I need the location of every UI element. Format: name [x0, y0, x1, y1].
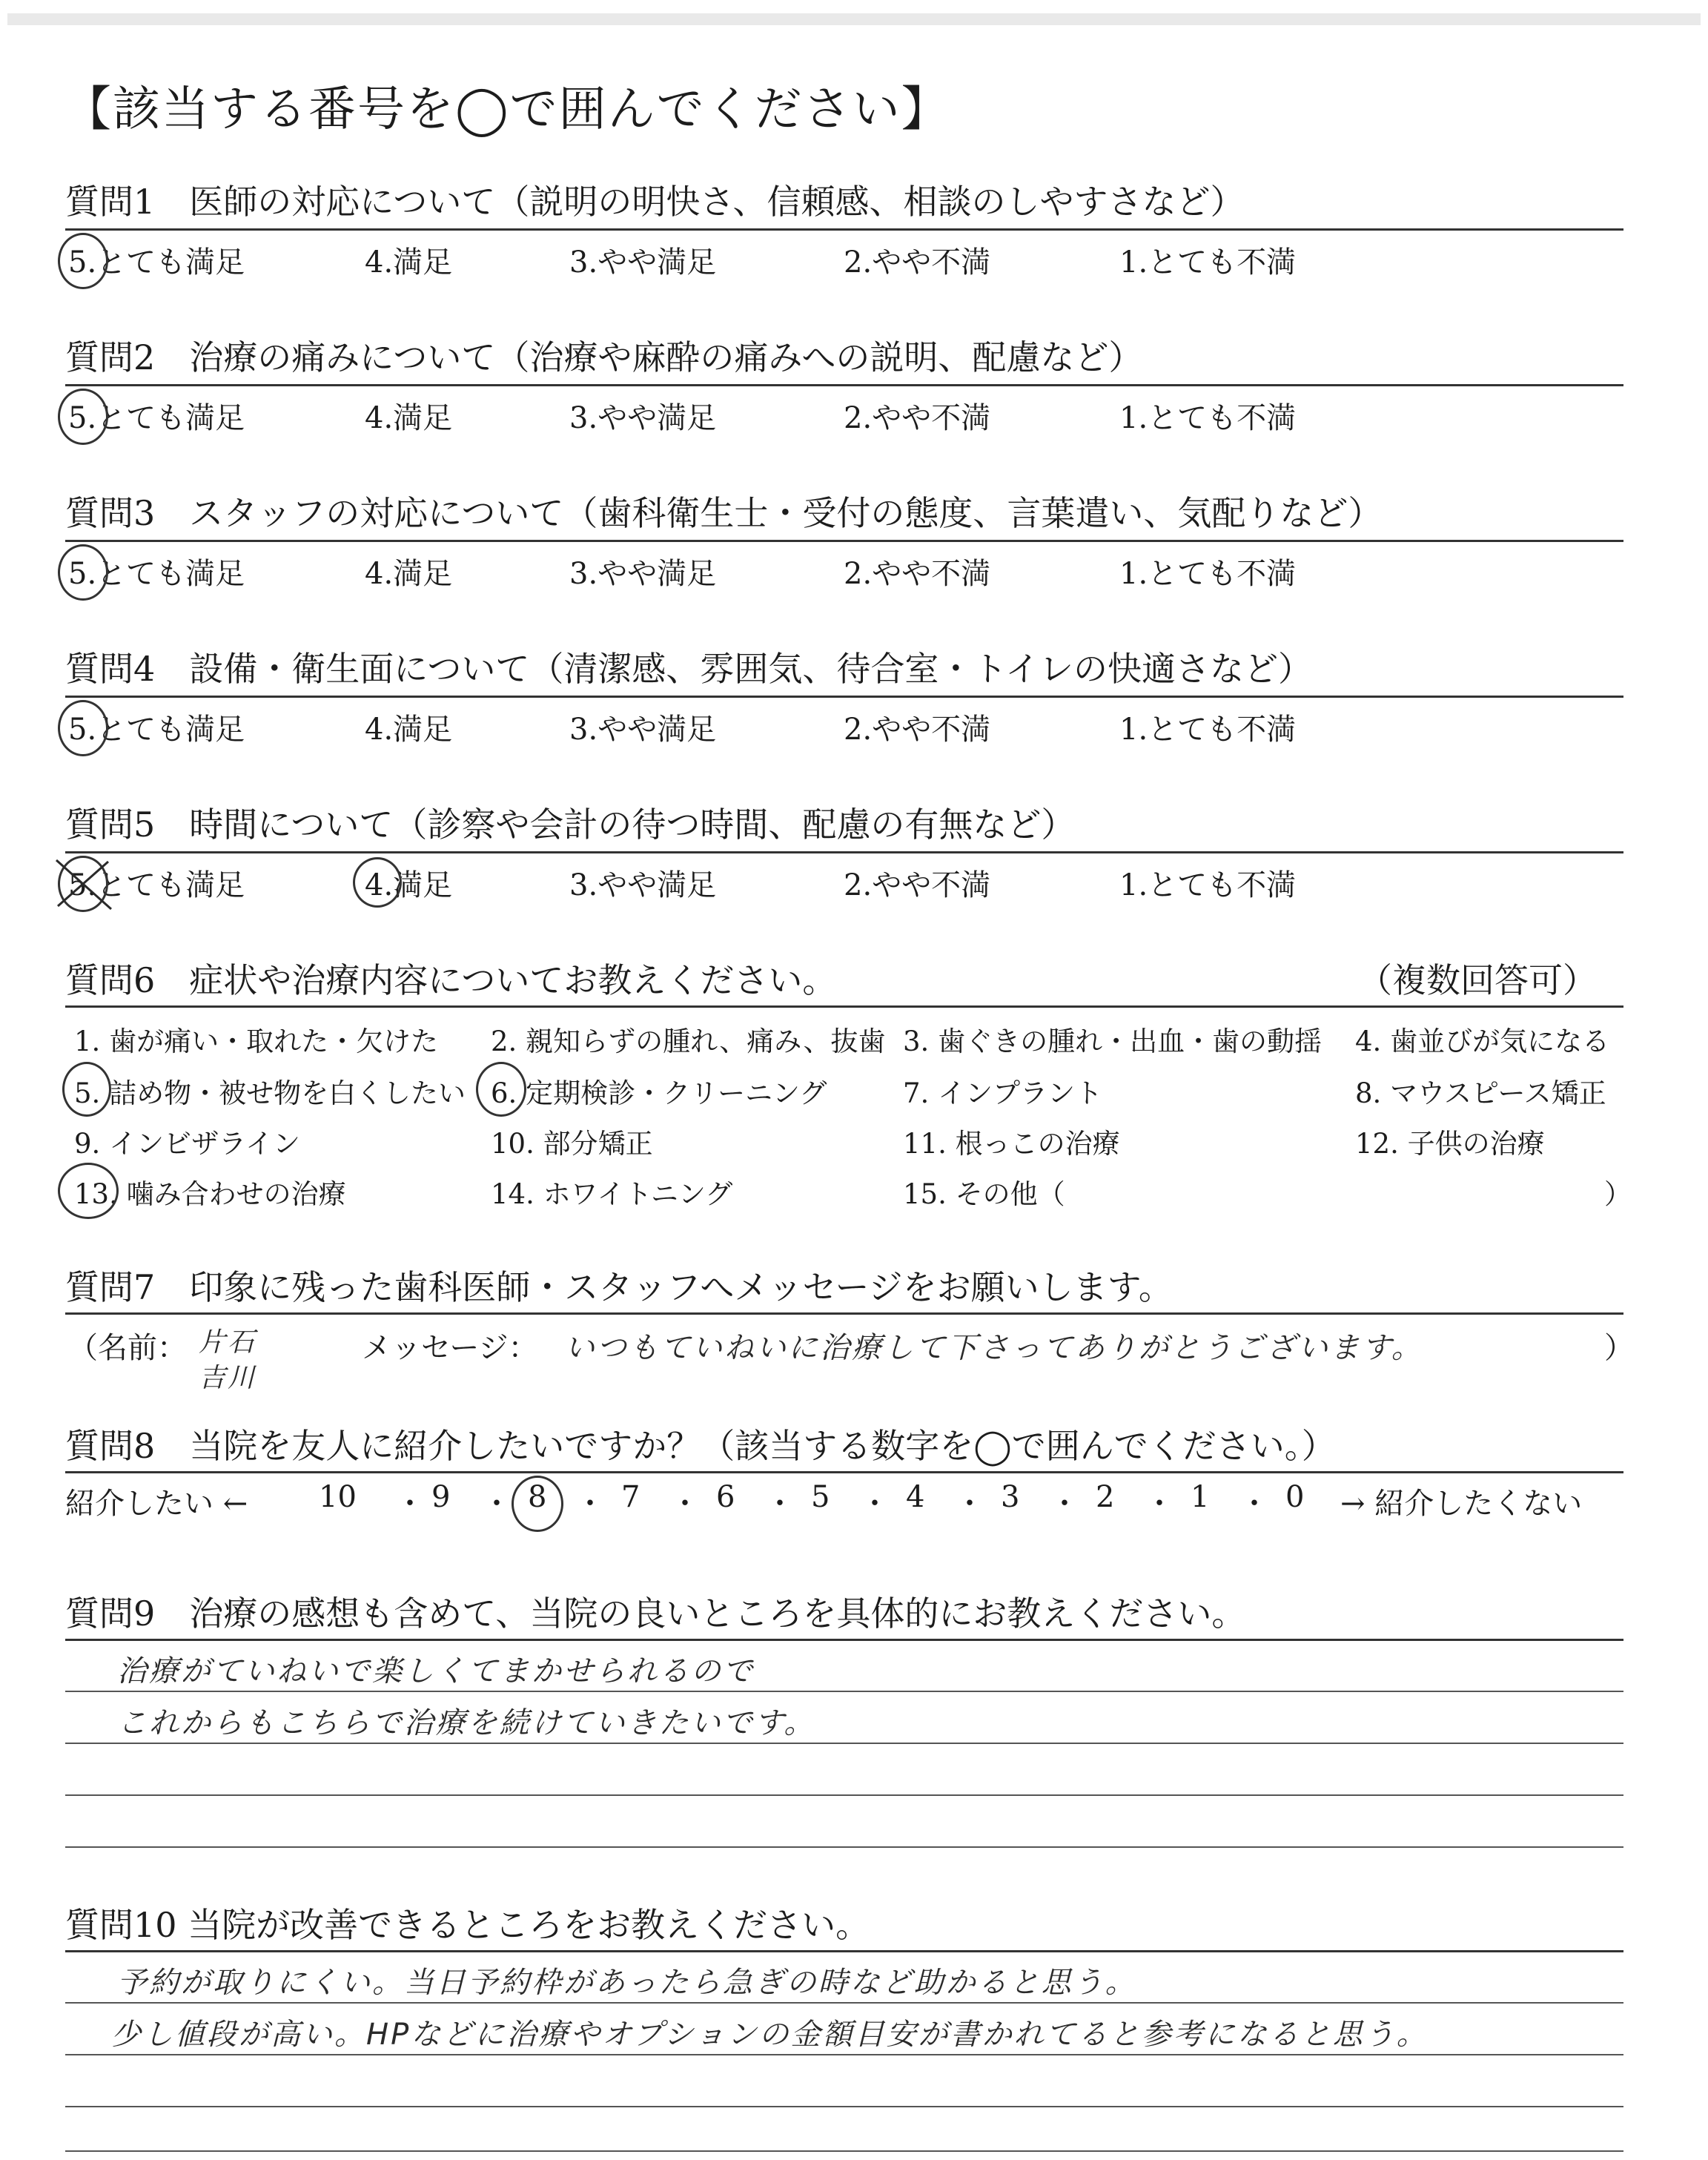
q6-option-3[interactable]: 3. 歯ぐきの腫れ・出血・歯の動揺: [903, 1025, 1323, 1057]
q9-answer-line-1: 治療がていねいで楽しくてまかせられるので: [117, 1654, 755, 1688]
q10-answer-line-2: 少し値段が高い。HPなどに治療やオプションの金額目安が書かれてると参考になると思う。: [111, 2018, 1429, 2052]
q6-option-1[interactable]: 1. 歯が痛い・取れた・欠けた: [74, 1025, 439, 1057]
q8-scale-6[interactable]: 6: [716, 1480, 735, 1514]
q8-left-label: 紹介したい ←: [65, 1487, 248, 1521]
q8-selection-circle: [512, 1476, 563, 1532]
q7-message: いつもていねいに治療して下さってありがとうございます。: [565, 1331, 1423, 1365]
q2-option-5[interactable]: 5.とても満足: [68, 401, 245, 435]
q10-answer-line-1: 予約が取りにくい。当日予約枠があったら急ぎの時など助かると思う。: [117, 1966, 1137, 2000]
q4-option-4[interactable]: 4.満足: [365, 713, 453, 747]
q3-option-1[interactable]: 1.とても不満: [1119, 557, 1297, 591]
question-6-title: 質問6 症状や治療内容についてお教えください。: [65, 960, 837, 1000]
q8-scale-9[interactable]: 9: [431, 1480, 451, 1514]
q6-option-7[interactable]: 7. インプラント: [903, 1077, 1103, 1109]
q8-scale-10[interactable]: 10: [319, 1480, 357, 1514]
q5-crossed-circle: [58, 856, 108, 912]
q7-name-label: （名前：: [68, 1331, 187, 1365]
q8-scale-7[interactable]: 7: [621, 1480, 640, 1514]
question-5-title: 質問5 時間について（診察や会計の待つ時間、配慮の有無など）: [65, 805, 1076, 845]
q6-selection-circle-6: [476, 1062, 526, 1117]
q9-line-2: [65, 1743, 1623, 1744]
question-10-title: 質問10 当院が改善できるところをお教えください。: [65, 1905, 870, 1945]
q6-option-11[interactable]: 11. 根っこの治療: [903, 1128, 1120, 1160]
q1-option-2[interactable]: 2.やや不満: [844, 245, 991, 280]
q7-message-label: メッセージ：: [362, 1331, 538, 1365]
q6-option-6[interactable]: 6. 定期検診・クリーニング: [491, 1077, 827, 1109]
q6-option-15[interactable]: 15. その他（: [903, 1178, 1065, 1210]
q6-option-8[interactable]: 8. マウスピース矯正: [1355, 1077, 1606, 1109]
q6-option-4[interactable]: 4. 歯並びが気になる: [1355, 1025, 1610, 1057]
q5-option-2[interactable]: 2.やや不満: [844, 868, 991, 902]
q4-option-1[interactable]: 1.とても不満: [1119, 713, 1297, 747]
q6-selection-circle-5: [62, 1062, 111, 1117]
q2-option-3[interactable]: 3.やや満足: [569, 401, 717, 435]
q1-option-4[interactable]: 4.満足: [365, 245, 453, 280]
q6-option-10[interactable]: 10. 部分矯正: [491, 1128, 653, 1160]
q10-line-1: [65, 2002, 1623, 2004]
q8-scale-0[interactable]: 0: [1285, 1480, 1305, 1514]
q9-line-1: [65, 1691, 1623, 1692]
question-7-rule: [65, 1312, 1623, 1315]
q6-option-14[interactable]: 14. ホワイトニング: [491, 1178, 733, 1210]
q3-option-3[interactable]: 3.やや満足: [569, 557, 717, 591]
q5-option-3[interactable]: 3.やや満足: [569, 868, 717, 902]
q10-line-3: [65, 2106, 1623, 2107]
q3-option-5[interactable]: 5.とても満足: [68, 557, 245, 591]
q5-option-4[interactable]: 4.満足: [365, 868, 453, 902]
q6-option-2[interactable]: 2. 親知らずの腫れ、痛み、抜歯: [491, 1025, 886, 1057]
q4-option-3[interactable]: 3.やや満足: [569, 713, 717, 747]
q6-option-9[interactable]: 9. インビザライン: [74, 1128, 300, 1160]
q8-scale-2[interactable]: 2: [1096, 1480, 1115, 1514]
question-4-title: 質問4 設備・衛生面について（清潔感、雰囲気、待合室・トイレの快適さなど）: [65, 649, 1313, 689]
question-2-title: 質問2 治療の痛みについて（治療や麻酔の痛みへの説明、配慮など）: [65, 337, 1143, 377]
q9-line-3: [65, 1794, 1623, 1796]
q4-selection-circle: [58, 700, 108, 756]
q9-answer-line-2: これからもこちらで治療を続けていきたいです。: [117, 1706, 816, 1740]
q3-option-4[interactable]: 4.満足: [365, 557, 453, 591]
q3-option-2[interactable]: 2.やや不満: [844, 557, 991, 591]
q1-option-1[interactable]: 1.とても不満: [1119, 245, 1297, 280]
question-7-title: 質問7 印象に残った歯科医師・スタッフへメッセージをお願いします。: [65, 1267, 1173, 1307]
q8-scale-4[interactable]: 4: [906, 1480, 925, 1514]
q3-selection-circle: [58, 544, 108, 601]
q2-option-4[interactable]: 4.満足: [365, 401, 453, 435]
q7-close: ）: [1604, 1331, 1634, 1365]
q8-scale-1[interactable]: 1: [1191, 1480, 1210, 1514]
q5-selection-circle: [353, 857, 402, 908]
q1-selection-circle: [58, 233, 108, 289]
question-1-rule: [65, 228, 1623, 231]
question-8-title: 質問8 当院を友人に紹介したいですか？（該当する数字を◯で囲んでください。）: [65, 1426, 1336, 1466]
question-6-note: （複数回答可）: [1358, 960, 1597, 1000]
q7-name-1: 片石: [199, 1327, 257, 1358]
question-9-title: 質問9 治療の感想も含めて、当院の良いところを具体的にお教えください。: [65, 1593, 1246, 1634]
q9-line-4: [65, 1846, 1623, 1848]
question-8-rule: [65, 1471, 1623, 1473]
q10-line-4: [65, 2150, 1623, 2152]
q4-option-5[interactable]: 5.とても満足: [68, 713, 245, 747]
page-header: 【該当する番号を◯で囲んでください】: [64, 82, 950, 137]
question-9-rule: [65, 1639, 1623, 1641]
q5-option-1[interactable]: 1.とても不満: [1119, 868, 1297, 902]
q4-option-2[interactable]: 2.やや不満: [844, 713, 991, 747]
q6-option-5[interactable]: 5. 詰め物・被せ物を白くしたい: [74, 1077, 466, 1109]
q2-selection-circle: [58, 389, 108, 445]
question-5-rule: [65, 851, 1623, 853]
q1-option-3[interactable]: 3.やや満足: [569, 245, 717, 280]
q8-right-label: → 紹介したくない: [1340, 1487, 1583, 1521]
question-4-rule: [65, 696, 1623, 698]
question-10-rule: [65, 1950, 1623, 1952]
q8-scale-8[interactable]: 8: [528, 1480, 547, 1514]
q6-option-12[interactable]: 12. 子供の治療: [1355, 1128, 1545, 1160]
q1-option-5[interactable]: 5.とても満足: [68, 245, 245, 280]
q8-scale-3[interactable]: 3: [1001, 1480, 1020, 1514]
q5-option-5[interactable]: 5.とても満足: [68, 868, 245, 902]
q2-option-2[interactable]: 2.やや不満: [844, 401, 991, 435]
q8-scale-5[interactable]: 5: [811, 1480, 830, 1514]
question-6-rule: [65, 1005, 1623, 1008]
q6-option-13[interactable]: 13. 噛み合わせの治療: [74, 1178, 346, 1210]
question-3-title: 質問3 スタッフの対応について（歯科衛生士・受付の態度、言葉遣い、気配りなど）: [65, 493, 1383, 533]
survey-page: 【該当する番号を◯で囲んでください】 質問1 医師の対応について（説明の明快さ、信頼感、相談のしやすさなど） 5.とても満足 4.満足 3.やや満足 2.やや不満 1.とても不満 質問2 治療の痛みについて（治療や麻酔の痛みへの説明、配慮など） 5.とても満足 4.満足 3.やや満足 2.やや不満 1.とても不満 質問3 スタッフの対応について（歯科衛生士・受付の態度、言葉遣い、気配りなど） 5.とても満足 4.満足 3.やや満足 2.やや不満 1.とても不満 質問4 設備・衛生面について（清潔感、雰囲気、待合室・トイレの快適さなど） 5.とても満足 4.満足 3.やや満足 2.やや不満 1.とても不満 質問5 時間について（診察や会計の待つ時間、配慮の有無など） 5.とても満足 4.満足 3.やや満足 2.やや不満 1.とても不満 質問6 症状や治療内容についてお教えください。 （複数回答可） 1. 歯が痛い・取れた・欠けた 2. 親知らずの腫れ、痛み、抜歯 3. 歯ぐきの腫れ・出血・歯の動揺 4. 歯並びが気になる 5. 詰め物・被せ物を白くしたい 6. 定期検診・クリーニング 7. インプラント 8. マウスピース矯正 9. インビザライン 10. 部分矯正 11. 根っこの治療 12. 子供の治療 13. 噛み合わせの治療 14. ホワイトニング 15. その他（ ） 質問7 印象に残った歯科医師・スタッフへメッセージをお願いします。 （名前： 片石 吉川 メッセージ： いつもていねいに治療して下さってありがとうございます。 ） 質問8 当院を友人に紹介したいですか？（該当する数字を◯で囲んでください。） 紹介したい ← 10 ・ 9 ・ 8 ・ 7 ・ 6 ・ 5 ・ 4 ・ 3 ・ 2 ・ 1 ・ 0 → 紹介したくない 質問9 治療の感想も含めて、当院の良いところを具体的にお教えください。 治療がていねいで楽しくてまかせられるので これからもこちらで治療を続けていきたいです。 質問10 当院が改善できるところをお教えください。 予約が取りにくい。当日予約枠があったら急ぎの時など助かると思う。 少し値段が高い。HPなどに治療やオプションの金額目安が書かれてると参考になると思う。: [0, 0, 1708, 2160]
q10-line-2: [65, 2054, 1623, 2055]
question-3-rule: [65, 540, 1623, 542]
question-1-title: 質問1 医師の対応について（説明の明快さ、信頼感、相談のしやすさなど）: [65, 182, 1245, 222]
q2-option-1[interactable]: 1.とても不満: [1119, 401, 1297, 435]
q6-selection-circle-13: [58, 1163, 119, 1219]
question-2-rule: [65, 384, 1623, 386]
q7-name-2: 吉川: [199, 1363, 257, 1393]
q6-other-close: ）: [1604, 1178, 1632, 1210]
